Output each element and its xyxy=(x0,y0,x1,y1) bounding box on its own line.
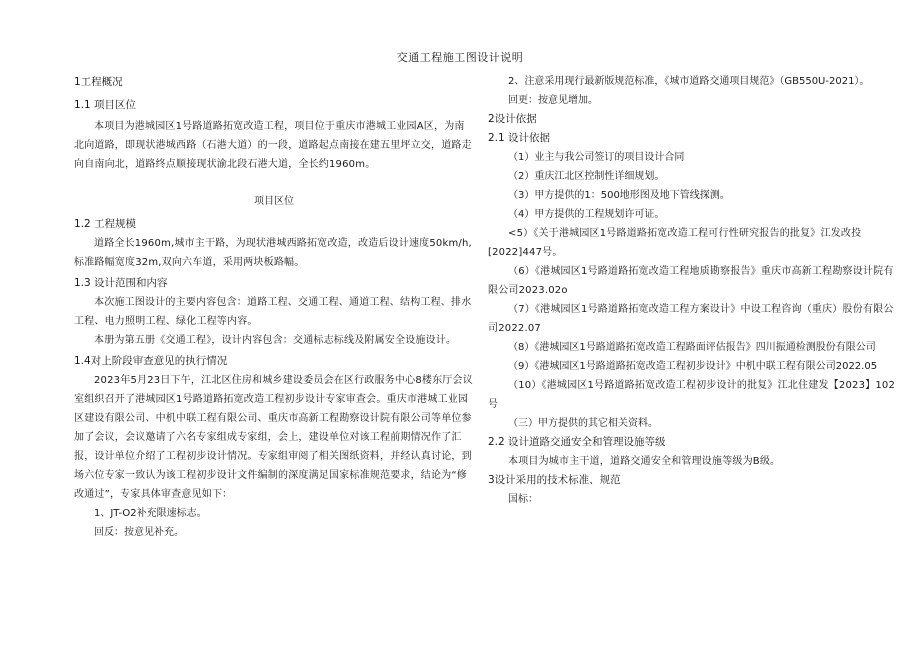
section-1-3-heading: 1.3 设计范围和内容 xyxy=(74,277,168,289)
section-2-heading: 2设计依据 xyxy=(488,113,537,125)
basis-item-8: （8）《港城园区1号路道路拓宽改造工程路面评估报告》四川振通检测股份有限公司 xyxy=(508,342,876,353)
basis-item-5: <5）《关于港城园区1号路道路拓宽改造工程可行性研究报告的批复》江发改投[2022]447号。 xyxy=(488,228,862,258)
left-column xyxy=(74,72,474,542)
right-column xyxy=(488,72,898,509)
basis-item-7: （7）《港城园区1号路道路拓宽改造工程方案设计》中设工程咨询（重庆）股份有限公司2022.07 xyxy=(488,304,894,334)
section-1-4-paragraph: 2023年5月23日下午，江北区住房和城乡建设委员会在区行政服务中心8楼东厅会议室组织召开了港城园区1号路道路拓宽改造工程初步设计专家审查会。重庆市港城工业园区建设有限公司、中机中联工程有限公司、重庆市高新工程勘察设计院有限公司等单位参加了会议，会议邀请了六名专家组成专家组，会上，建设单位对该工程前期情况作了汇报，设计单位介绍了工程初步设计情况。专家组审阅了相关图纸资料，并经认真讨论，到场六位专家一致认为该工程初步设计文件编制的深度满足国家标准规范要求，结论为“修改通过”，专家具体审查意见如下： xyxy=(74,375,473,500)
section-1-1-heading: 1.1 项目区位 xyxy=(74,99,137,111)
section-1-3-paragraph-b: 本册为第五册《交通工程》，设计内容包含：交通标志标线及附属安全设施设计。 xyxy=(94,335,457,346)
section-1-heading: 1工程概况 xyxy=(74,76,123,88)
review-reply-2: 回更：按意见增加。 xyxy=(508,95,598,106)
section-2-2-heading: 2.2 设计道路交通安全和管理设施等级 xyxy=(488,436,666,448)
review-reply-1: 回反：按意见补充。 xyxy=(94,527,184,538)
section-3-heading: 3设计采用的技术标准、规范 xyxy=(488,474,621,486)
basis-item-3: （3）甲方提供的1：500地形图及地下管线探测。 xyxy=(508,190,730,201)
section-1-2-paragraph: 道路全长1960m,城市主干路，为现状港城西路拓宽改造，改造后设计速度50km/h,标准路幅宽度32m,双向六车道，采用两块板路幅。 xyxy=(74,238,472,268)
basis-item-1: （1）业主与我公司签订的项目设计合同 xyxy=(508,152,685,163)
section-2-1-heading: 2.1 设计依据 xyxy=(488,132,551,144)
section-1-2-heading: 1.2 工程规模 xyxy=(74,218,137,230)
page-title: 交通工程施工图设计说明 xyxy=(396,51,524,64)
section-2-2-paragraph: 本项目为城市主干道，道路交通安全和管理设施等级为B级。 xyxy=(508,456,781,467)
review-item-2: 2、注意采用现行最新版规范标准，《城市道路交通项目规范》（GB550U-2021）。 xyxy=(508,76,870,87)
section-1-1-paragraph: 本项目为港城园区1号路道路拓宽改造工程，项目位于重庆市港城工业园A区，为南北向道路，即现状港城西路（石港大道）的一段，道路起点南接在建五里坪立交，道路走向自南向北，道路终点顺接现状渝北段石港大道，全长约1960m。 xyxy=(74,121,472,170)
figure-caption: 项目区位 xyxy=(254,196,294,207)
review-item-1: 1、JT-O2补充限速标志。 xyxy=(94,508,207,519)
basis-item-2: （2）重庆江北区控制性详细规划。 xyxy=(508,171,665,182)
section-1-4-heading: 1.4对上阶段审查意见的执行情况 xyxy=(74,355,228,367)
basis-item-10: （10）《港城园区1号路道路拓宽改造工程初步设计的批复》江北住建发【2023】102号 xyxy=(488,380,896,410)
section-1-3-paragraph-a: 本次施工图设计的主要内容包含：道路工程、交通工程、通道工程、结构工程、排水工程、电力照明工程、绿化工程等内容。 xyxy=(74,297,472,327)
basis-item-9: （9）《港城园区1号路道路拓宽改造工程初步设计》中机中联工程有限公司2022.05 xyxy=(508,361,878,372)
basis-item-4: （4）甲方提供的工程规划许可证。 xyxy=(508,209,665,220)
national-standards-label: 国标： xyxy=(508,494,538,505)
basis-item-11: （三）甲方提供的其它相关资料。 xyxy=(508,418,658,429)
basis-item-6: （6）《港城园区1号路道路拓宽改造工程地质勘察报告》重庆市高新工程勘察设计院有限公司2023.02o xyxy=(488,266,894,296)
